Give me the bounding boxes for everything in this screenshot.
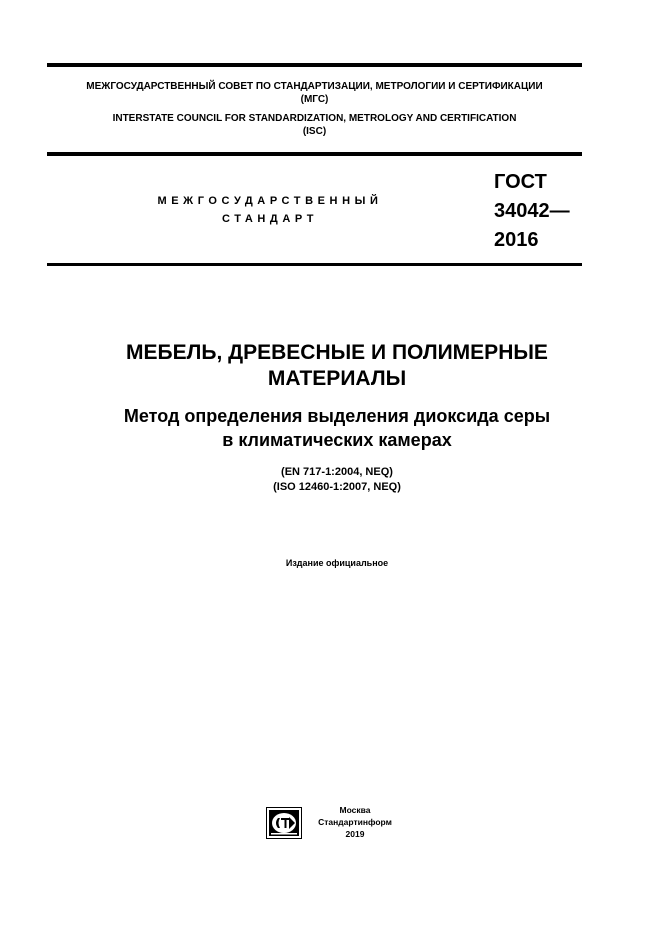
document-title-line1: МЕБЕЛЬ, ДРЕВЕСНЫЕ И ПОЛИМЕРНЫЕ — [126, 341, 548, 364]
reference-en: (EN 717-1:2004, NEQ) — [281, 466, 393, 478]
council-name-russian — [47, 80, 582, 106]
gost-number: 34042— — [494, 200, 570, 222]
publisher-city: Москва — [339, 805, 371, 815]
document-subtitle-line2: в климатических камерах — [222, 430, 452, 450]
bottom-rule — [47, 263, 582, 266]
document-title — [47, 340, 627, 392]
gost-designation — [494, 168, 570, 255]
council-name-english — [47, 112, 582, 138]
council-abbr-en: (ISC) — [302, 126, 327, 137]
council-name-en-line1: INTERSTATE COUNCIL FOR STANDARDIZATION, METROLOGY AND CERTIFICATION — [112, 113, 517, 124]
document-title-line2: МАТЕРИАЛЫ — [267, 367, 407, 390]
middle-rule — [47, 152, 582, 156]
publisher-year: 2019 — [345, 829, 365, 839]
gost-prefix: ГОСТ — [494, 171, 547, 193]
council-abbr-ru: (МГС) — [300, 94, 329, 105]
reference-iso: (ISO 12460-1:2007, NEQ) — [273, 481, 401, 493]
publisher-name: Стандартинформ — [318, 817, 392, 827]
council-name-ru-line1: МЕЖГОСУДАРСТВЕННЫЙ СОВЕТ ПО СТАНДАРТИЗАЦИИ, МЕТРОЛОГИИ И СЕРТИФИКАЦИИ — [86, 81, 543, 92]
standard-type-line2: СТАНДАРТ — [221, 213, 319, 225]
standartinform-logo-icon — [266, 807, 302, 839]
standard-type-line1: МЕЖГОСУДАРСТВЕННЫЙ — [157, 195, 383, 207]
document-subtitle — [47, 404, 627, 452]
standard-references — [47, 465, 627, 495]
edition-note: Издание официальное — [285, 558, 389, 568]
gost-year: 2016 — [494, 229, 539, 251]
top-rule — [47, 63, 582, 67]
publisher-block — [305, 804, 405, 840]
document-subtitle-line1: Метод определения выделения диоксида серы — [123, 406, 551, 426]
